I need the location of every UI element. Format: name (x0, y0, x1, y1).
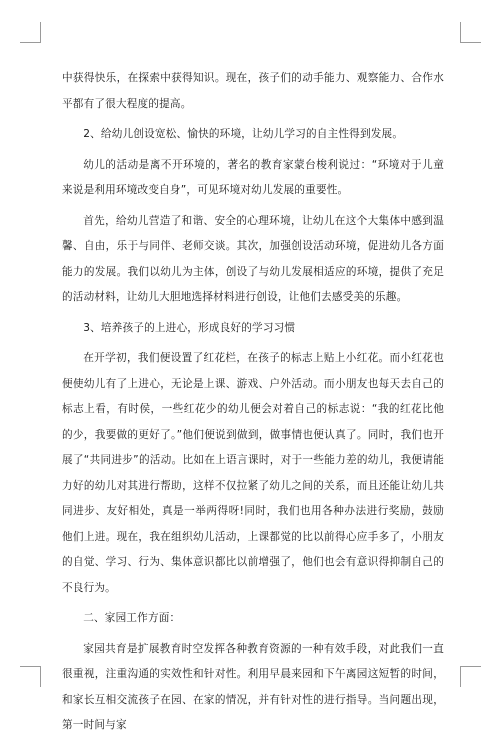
document-body (62, 66, 444, 744)
crop-mark-bottom-left (20, 666, 41, 687)
crop-mark-bottom-right (460, 666, 481, 687)
paragraph-continuation: 中获得快乐，在探索中获得知识。现在，孩子们的动手能力、观察能力、合作水平都有了很大程度的提高。 (62, 72, 444, 110)
section-heading-2: 2、给幼儿创设宽松、愉快的环境，让幼儿学习的自主性得到发展。 (83, 128, 404, 140)
crop-mark-top-right (460, 22, 481, 43)
paragraph-red-flower: 在开学初，我们便设置了红花栏，在孩子的标志上贴上小红花。而小红花也便使幼儿有了上进心，无论是上课、游戏、户外活动。而小朋友也每天去自己的标志上看，有时侯，一些红花少的幼儿便会对着自己的标志说：“我的红花比他的少，我要做的更好了。”他们便说到做到，做事情也便认真了。同时，我们也开展了“共同进步”的活动。比如在上语言课时，对于一些能力差的幼儿，我便请能力好的幼儿对其进行帮助，这样不仅拉紧了幼儿之间的关系，而且还能让幼儿共同进步、友好相处，真是一举两得呀!同时，我们也用各种办法进行奖励，鼓励他们上进。现在，我在组织幼儿活动，上课都觉的比以前得心应手多了，小朋友的自觉、学习、行为、集体意识都比以前增强了，他们也会有意识得抑制自己的不良行为。 (62, 352, 444, 594)
crop-mark-top-left (20, 22, 41, 43)
paragraph-home-school: 家园共育是扩展教育时空发挥各种教育资源的一种有效手段，对此我们一直很重视，注重沟通的实效性和针对性。利用早晨来园和下午离园这短暂的时间，和家长互相交流孩子在园、在家的情况，并有针对性的进行指导。当问题出现，第一时间与家 (62, 642, 444, 731)
paragraph-environment: 幼儿的活动是离不开环境的，著名的教育家蒙台梭利说过：“环境对于儿童来说是利用环境改变自身”，可见环境对幼儿发展的重要性。 (62, 158, 444, 196)
paragraph-first-second: 首先，给幼儿营造了和谐、安全的心理环境，让幼儿在这个大集体中感到温馨、自由，乐于与同伴、老师交谈。其次，加强创设活动环境，促进幼儿各方面能力的发展。我们以幼儿为主体，创设了与幼儿发展相适应的环境，提供了充足的活动材料，让幼儿大胆地选择材料进行创设，让他们去感受美的乐趣。 (62, 214, 444, 303)
section-heading-home: 二、家园工作方面： (83, 612, 181, 624)
section-heading-3: 3、培养孩子的上进心，形成良好的学习习惯 (83, 321, 296, 334)
